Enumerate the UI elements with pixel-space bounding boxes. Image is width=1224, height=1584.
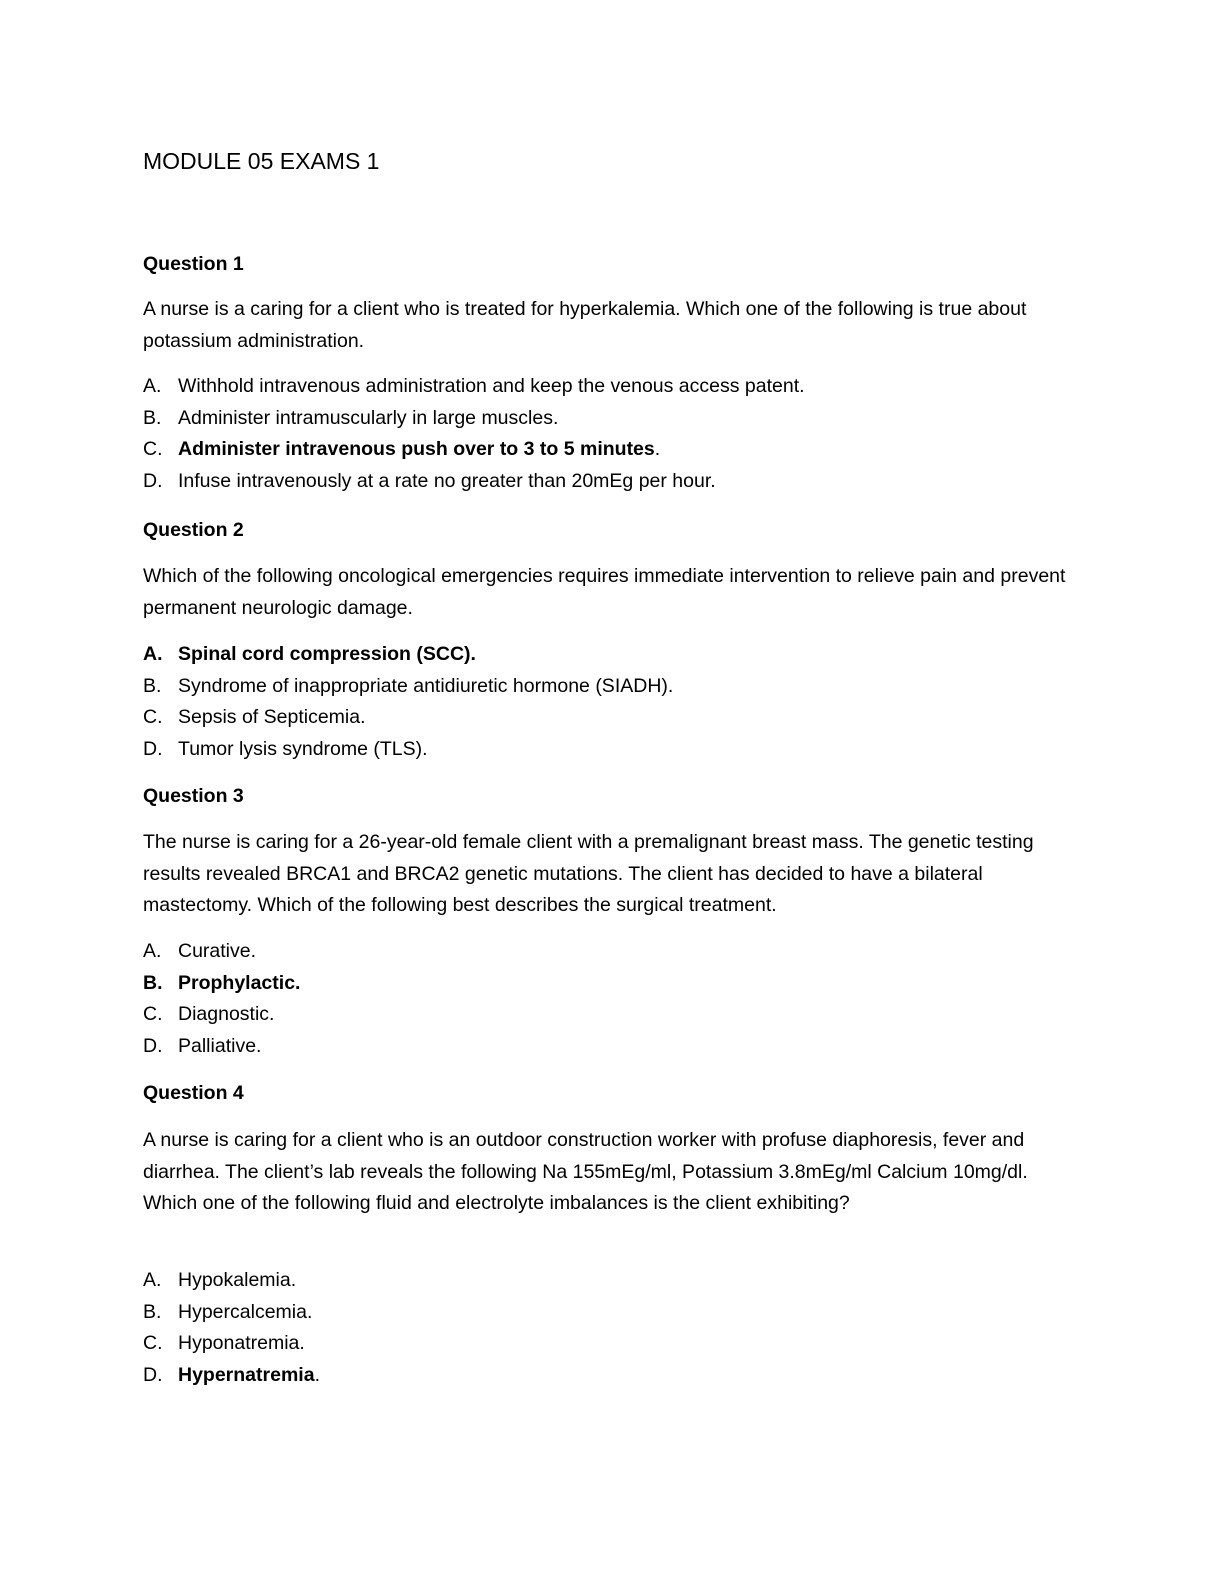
option-letter: C. [143, 706, 163, 728]
option-letter: C. [143, 1003, 163, 1025]
option-text: Withhold intravenous administration and keep the venous access patent. [178, 375, 805, 397]
question-2-options [143, 639, 673, 765]
question-3-option-b [143, 968, 300, 1000]
option-letter: C. [143, 1332, 163, 1354]
question-2-option-a [143, 639, 673, 671]
question-3-options [143, 936, 300, 1062]
option-letter: C. [143, 438, 163, 460]
question-4-options [143, 1265, 320, 1391]
option-suffix: . [654, 438, 661, 460]
option-letter: B. [143, 1300, 162, 1323]
question-4-option-d [143, 1360, 320, 1392]
question-2-option-c [143, 702, 673, 734]
question-3-text: The nurse is caring for a 26-year-old female client with a premalignant breast mass. The genetic testing results revealed BRCA1 and BRCA2 genetic mutations. The client has decided to have a bilateral mastectomy. Which of the following best describes the surgical treatment. [143, 831, 1034, 916]
option-text: Infuse intravenously at a rate no greater than 20mEg per hour. [178, 469, 716, 492]
option-text-correct: Spinal cord compression (SCC). [178, 643, 476, 665]
question-4-heading: Question 4 [143, 1082, 244, 1104]
question-3-heading: Question 3 [143, 785, 244, 807]
question-4-option-a [143, 1265, 320, 1297]
question-1-option-b [143, 403, 805, 435]
option-letter: B. [143, 406, 162, 429]
option-letter: D. [143, 469, 163, 492]
option-text: Hypokalemia. [178, 1269, 297, 1291]
option-letter: A. [143, 643, 163, 665]
option-text: Hypercalcemia. [178, 1300, 313, 1323]
question-1-option-c [143, 434, 805, 466]
question-2-text: Which of the following oncological emergencies requires immediate intervention to relieve pain and prevent permanent neurologic damage. [143, 565, 1066, 619]
question-4-option-c [143, 1328, 320, 1360]
option-letter: A. [143, 1269, 162, 1291]
question-1-text: A nurse is a caring for a client who is treated for hyperkalemia. Which one of the following is true about potassium administration. [143, 298, 1027, 352]
option-letter: A. [143, 375, 162, 397]
document-title: MODULE 05 EXAMS 1 [143, 148, 380, 174]
question-3-option-a [143, 936, 300, 968]
option-text-correct: Prophylactic. [178, 971, 301, 994]
option-suffix: . [314, 1363, 320, 1386]
option-text: Administer intramuscularly in large muscles. [178, 406, 559, 429]
option-letter: B. [143, 674, 162, 697]
option-text-correct: Hypernatremia [178, 1363, 315, 1386]
option-text: Syndrome of inappropriate antidiuretic hormone (SIADH). [178, 674, 674, 697]
option-text: Tumor lysis syndrome (TLS). [178, 737, 428, 760]
option-text: Sepsis of Septicemia. [178, 706, 366, 728]
option-letter: D. [143, 737, 163, 760]
option-letter: D. [143, 1034, 163, 1057]
option-letter: A. [143, 940, 162, 962]
question-3-option-c [143, 999, 300, 1031]
option-letter: B. [143, 971, 163, 994]
question-1-option-d [143, 466, 805, 498]
question-2-option-b [143, 671, 673, 703]
option-text: Palliative. [178, 1034, 262, 1057]
option-text: Curative. [178, 940, 257, 962]
question-3-option-d [143, 1031, 300, 1063]
question-2-heading: Question 2 [143, 519, 244, 541]
question-1-heading: Question 1 [143, 253, 244, 275]
option-text: Hyponatremia. [178, 1332, 305, 1354]
question-1-option-a [143, 371, 805, 403]
question-4-option-b [143, 1297, 320, 1329]
option-text-correct: Administer intravenous push over to 3 to 5 minutes [178, 438, 655, 460]
question-2-option-d [143, 734, 673, 766]
option-letter: D. [143, 1363, 163, 1386]
question-1-options [143, 371, 805, 497]
question-4-text: A nurse is caring for a client who is an outdoor construction worker with profuse diaphoresis, fever and diarrhea. The client’s lab reveals the following Na 155mEg/ml, Potassium 3.8mEg/ml Calcium 10mg/dl. Which one of the following fluid and electrolyte imbalances is the client exhibiting? [143, 1129, 1028, 1214]
option-text: Diagnostic. [178, 1003, 275, 1025]
